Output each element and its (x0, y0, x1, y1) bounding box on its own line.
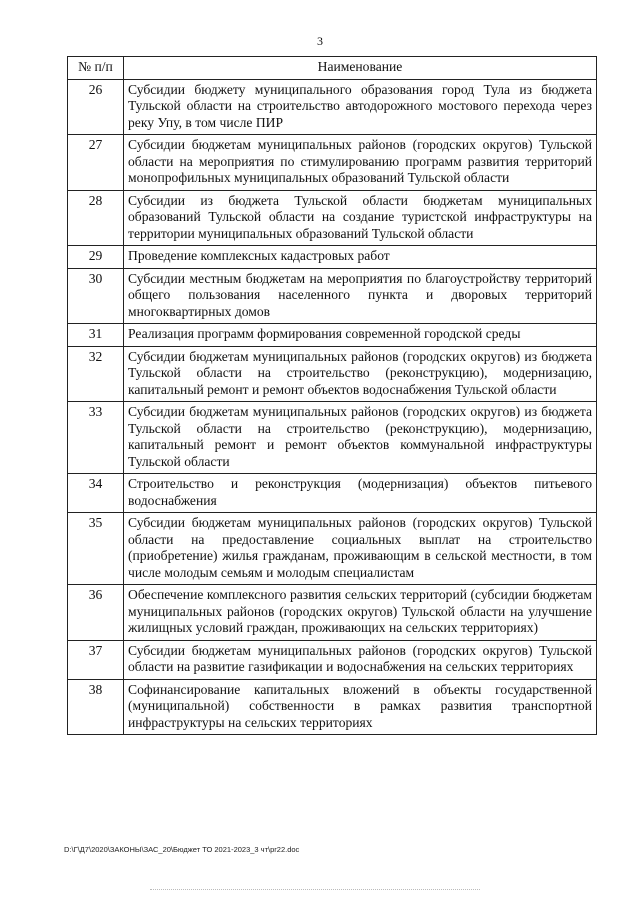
row-name: Субсидии бюджетам муниципальных районов (городских округов) из бюджета Тульской области на строительство (реконструкцию), модернизацию, капитальный ремонт и ремонт объектов коммунальной инфраструктуры Тульской области (124, 402, 597, 474)
table-row (68, 135, 597, 191)
row-number: 27 (68, 135, 124, 191)
table-header-row (68, 57, 597, 80)
row-name: Субсидии бюджетам муниципальных районов (городских округов) Тульской области на развитие газификации и водоснабжения на сельских территориях (124, 640, 597, 679)
row-name: Обеспечение комплексного развития сельских территорий (субсидии бюджетам муниципальных районов (городских округов) Тульской области на улучшение жилищных условий граждан, проживающих на сельских территориях) (124, 585, 597, 641)
header-number: № п/п (68, 57, 124, 80)
row-name: Строительство и реконструкция (модернизация) объектов питьевого водоснабжения (124, 474, 597, 513)
footer-file-path: D:\Г\Д7\2020\ЗАКОНЫ\ЗАС_20\Бюджет ТО 2021-2023_3 чт\pr22.doc (64, 845, 300, 854)
row-name: Субсидии бюджетам муниципальных районов (городских округов) из бюджета Тульской области на строительство (реконструкцию), модернизацию, капитальный ремонт и ремонт объектов водоснабжения Тульской области (124, 346, 597, 402)
row-name: Субсидии из бюджета Тульской области бюджетам муниципальных образований Тульской области на создание туристской инфраструктуры на территории муниципальных образований Тульской области (124, 190, 597, 246)
row-name: Субсидии бюджетам муниципальных районов (городских округов) Тульской области на предоставление социальных выплат на строительство (приобретение) жилья гражданам, проживающим в сельской местности, в том числе молодым семьям и молодым специалистам (124, 513, 597, 585)
table-body (68, 79, 597, 735)
row-name: Субсидии бюджету муниципального образования город Тула из бюджета Тульской области на строительство автодорожного мостового перехода через реку Упу, в том числе ПИР (124, 79, 597, 135)
row-name: Субсидии бюджетам муниципальных районов (городских округов) Тульской области на мероприятия по стимулированию программ развития территорий монопрофильных муниципальных образований Тульской области (124, 135, 597, 191)
row-name: Реализация программ формирования современной городской среды (124, 324, 597, 347)
row-number: 30 (68, 268, 124, 324)
table-row (68, 346, 597, 402)
table-row (68, 513, 597, 585)
row-number: 33 (68, 402, 124, 474)
bottom-dotted-line (150, 889, 480, 890)
row-number: 26 (68, 79, 124, 135)
row-name: Софинансирование капитальных вложений в объекты государственной (муниципальной) собственности в рамках развития транспортной инфраструктуры на сельских территориях (124, 679, 597, 735)
row-name: Субсидии местным бюджетам на мероприятия по благоустройству территорий общего пользования населенного пункта и дворовых территорий многоквартирных домов (124, 268, 597, 324)
page-number: 3 (317, 34, 323, 48)
table-row (68, 190, 597, 246)
header-name: Наименование (124, 57, 597, 80)
table-row (68, 268, 597, 324)
row-number: 29 (68, 246, 124, 269)
table-row (68, 324, 597, 347)
table-row (68, 585, 597, 641)
row-number: 35 (68, 513, 124, 585)
items-table (67, 56, 597, 735)
table-row (68, 640, 597, 679)
row-number: 34 (68, 474, 124, 513)
row-number: 37 (68, 640, 124, 679)
row-name: Проведение комплексных кадастровых работ (124, 246, 597, 269)
row-number: 28 (68, 190, 124, 246)
table-row (68, 474, 597, 513)
row-number: 38 (68, 679, 124, 735)
table-row (68, 246, 597, 269)
row-number: 32 (68, 346, 124, 402)
row-number: 31 (68, 324, 124, 347)
table-row (68, 79, 597, 135)
table-row (68, 679, 597, 735)
table-row (68, 402, 597, 474)
row-number: 36 (68, 585, 124, 641)
